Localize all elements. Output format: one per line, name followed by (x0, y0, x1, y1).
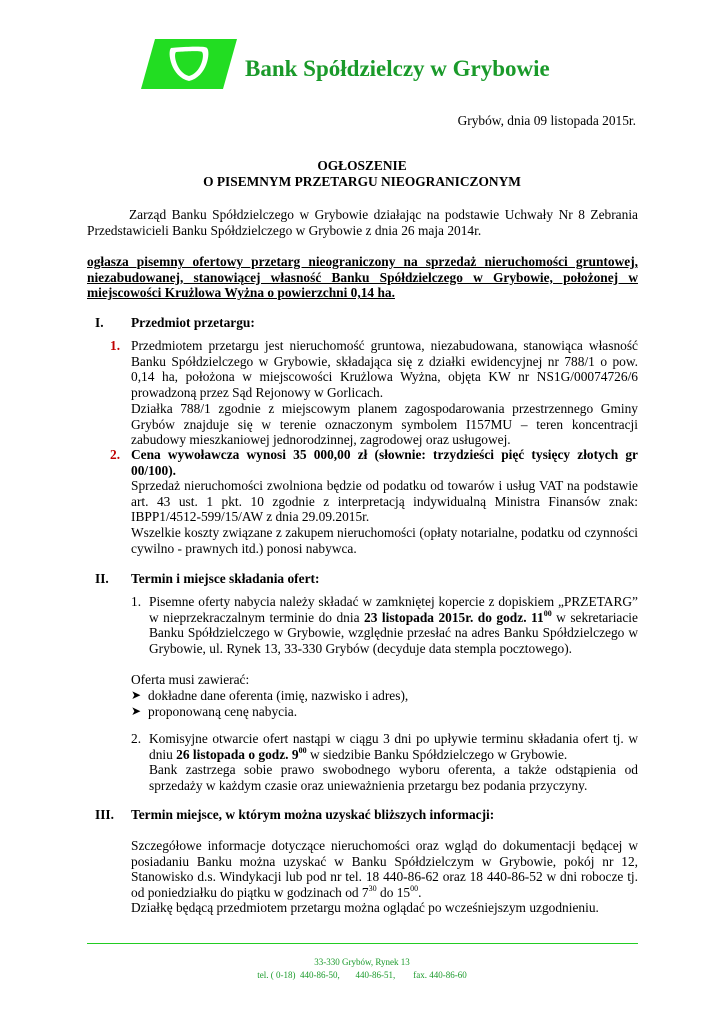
footer-contacts: tel. ( 0-18) 440-86-50, 440-86-51, fax. 440-86-60 (257, 970, 467, 980)
costs-note: Wszelkie koszty związane z zakupem nieruchomości (opłaty notarialne, podatku od czynności cywilno - prawnych itd.) ponosi nabywca. (131, 525, 638, 556)
footer-divider (87, 943, 638, 944)
section-1-title: Przedmiot przetargu: (131, 315, 255, 330)
document-subtitle: O PISEMNYM PRZETARGU NIEOGRANICZONYM (203, 174, 521, 189)
list-item: ➤ dokładne dane oferenta (imię, nazwisko i adres), (131, 688, 409, 703)
section-2-number: II. (95, 571, 109, 586)
viewing-note: Działkę będącą przedmiotem przetargu można oglądać po wcześniejszym uzgodnieniu. (131, 900, 599, 915)
document-title: OGŁOSZENIE (317, 158, 407, 173)
starting-price: Cena wywoławcza wynosi 35 000,00 zł (słownie: trzydzieści pięć tysięcy złotych gr 00/100). (131, 447, 638, 478)
section-1-item-2-number: 2. (110, 447, 121, 462)
section-3-title: Termin miejsce, w którym można uzyskać bliższych informacji: (131, 807, 495, 822)
arrow-bullet-icon: ➤ (131, 688, 142, 702)
offer-requirements-list (131, 688, 638, 720)
announcement-paragraph: ogłasza pisemny ofertowy przetarg nieograniczony na sprzedaż nieruchomości gruntowej, niezabudowanej, stanowiącej własność Banku Spółdzielczego w Grybowie, położonej w miejscowości Krużlowa Wyżna o powierzchni 0,14 ha. (87, 254, 638, 301)
section-2-item-2-number: 2. (131, 731, 142, 746)
information-paragraph: Szczegółowe informacje dotyczące nieruchomości oraz wgląd do dokumentacji będącej w posiadaniu Banku można uzyskać w Banku Spółdzielczym w Grybowie, pokój nr 12, Stanowisko d.s. Windykacji lub pod nr tel. 18 440-86-62 oraz 18 440-86-52 w dni robocze tj. od poniedziałku do piątku w godzinach od $7^{30}$ do $15^{00}$. (131, 838, 638, 900)
offer-requirements-intro: Oferta musi zawierać: (131, 672, 250, 687)
offer-opening-place: w siedzibie Banku Spółdzielczego w Grybowie. (309, 746, 568, 762)
section-1-item-1-zoning: Działka 788/1 zgodnie z miejscowym planem zagospodarowania przestrzennego Gminy Grybów znajduje się w terenie oznaczonym symbolem I157MU – teren koncentracji zabudowy mieszkaniowej jednorodzinnej, zagrodowej oraz usługowej. (131, 401, 638, 448)
intro-paragraph: Zarząd Banku Spółdzielczego w Grybowie działając na podstawie Uchwały Nr 8 Zebrania Przedstawicieli Banku Spółdzielczego w Grybowie z dnia 26 maja 2014r. (87, 207, 638, 238)
list-item: ➤ proponowaną cenę nabycia. (131, 704, 298, 719)
section-2-item-1-number: 1. (131, 594, 142, 609)
vat-note: Sprzedaż nieruchomości zwolniona będzie od podatku od towarów i usług VAT na podstawie art. 43 ust. 1 pkt. 10 zgodnie z interpretacją indywidualną Ministra Finansów znak: IBPP1/4512-599/15/AW z dnia 29.09.2015r. (131, 478, 638, 525)
offer-submission-address: w sekretariacie Banku Spółdzielczego w Grybowie, względnie przesłać na adres Banku Spółdzielczego w Grybowie, ul. Rynek 13, 33-330 Grybów (decyduje data stempla pocztowego). (149, 609, 638, 656)
offer-opening-intro: Komisyjne otwarcie ofert nastąpi w ciągu 3 dni po upływie terminu składania ofert tj. w dniu (149, 731, 638, 762)
offer-opening-text (149, 731, 638, 762)
section-2-title: Termin i miejsce składania ofert: (131, 571, 320, 586)
arrow-bullet-icon: ➤ (131, 704, 142, 718)
section-1-item-1-number: 1. (110, 338, 121, 353)
section-1-item-1-text: Przedmiotem przetargu jest nieruchomość gruntowa, niezabudowana, stanowiąca własność Banku Spółdzielczego w Grybowie, składająca się z działki ewidencyjnej nr 788/1 o pow. 0,14 ha, położona w miejscowości Krużlowa Wyżna, objęta KW nr NS1G/00074726/6 prowadzoną przez Sąd Rejonowy w Gorlicach. (131, 338, 638, 400)
bank-name: Bank Spółdzielczy w Grybowie (245, 56, 550, 81)
offer-submission-text (149, 594, 638, 656)
section-1-number: I. (95, 315, 104, 330)
bank-reservation-note: Bank zastrzega sobie prawo swobodnego wyboru oferenta, a także odstąpienia od sprzedaży w każdym czasie oraz unieważnienia przetargu bez podania przyczyny. (149, 762, 638, 793)
offer-submission-intro: Pisemne oferty nabycia należy składać w zamkniętej kopercie z dopiskiem „PRZETARG” w nieprzekraczalnym terminie do dnia (149, 594, 638, 625)
offer-deadline: 23 listopada 2015r. do godz. $11^{00}$ (364, 608, 552, 625)
section-3-number: III. (95, 807, 114, 822)
document-date: Grybów, dnia 09 listopada 2015r. (457, 113, 636, 128)
footer-address: 33-330 Grybów, Rynek 13 (314, 957, 410, 967)
offer-opening-date: 26 listopada o godz. $9^{00}$ (176, 745, 307, 762)
bank-logo-icon (141, 39, 237, 89)
